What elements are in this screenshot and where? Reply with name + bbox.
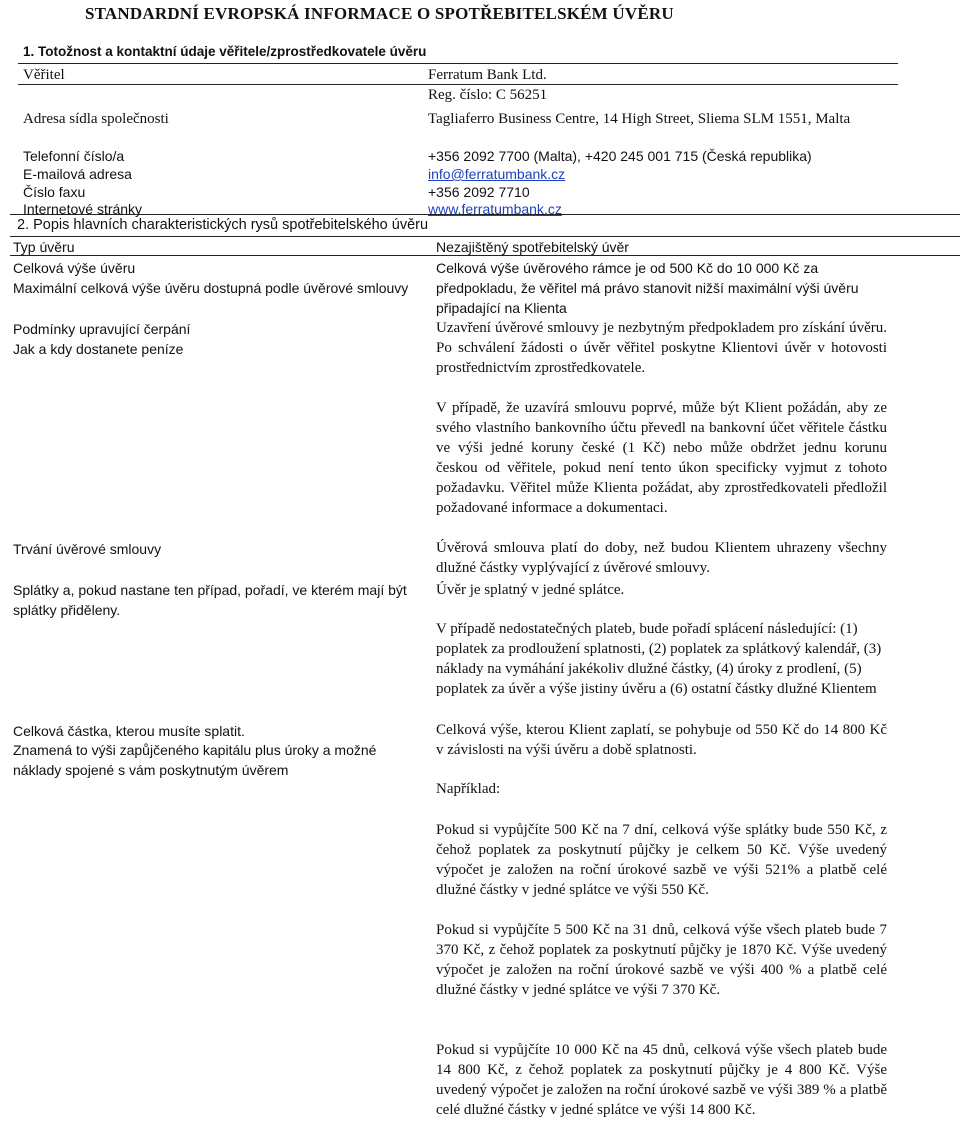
draw-value-1: Uzavření úvěrové smlouvy je nezbytným předpokladem pro získání úvěru. Po schválení žádosti o úvěr věřitel poskytne Klientovi úvěr v hotovosti prostřednictvím zprostředkovatele. — [436, 320, 887, 376]
email-link[interactable]: info@ferratumbank.cz — [428, 166, 566, 182]
amount-sub-label: Znamená to výši zapůjčeného kapitálu plus úroky a možné náklady spojené s vám poskytnutým úvěrem — [13, 742, 377, 778]
fax-label: Číslo faxu — [23, 184, 86, 200]
email-label: E-mailová adresa — [23, 166, 132, 182]
reg-number: Reg. číslo: C 56251 — [428, 87, 548, 103]
type-value: Nezajištěný spotřebitelský úvěr — [436, 239, 629, 255]
example-1: Pokud si vypůjčíte 500 Kč na 7 dní, celková výše splátky bude 550 Kč, z čehož poplatek za poskytnutí půjčky je celkem 50 Kč. Výše uvedený výpočet je založen na roční úrokové sazbě ve výši 521% a platbě celé dlužné částky v jedné splátce ve výši 550 Kč. — [436, 822, 887, 898]
divider — [18, 84, 898, 85]
section-1-heading: 1. Totožnost a kontaktní údaje věřitele/zprostředkovatele úvěru — [23, 44, 427, 59]
divider — [10, 255, 960, 256]
amount-value: Celková výše, kterou Klient zaplatí, se pohybuje od 550 Kč do 14 800 Kč v závislosti na výši úvěru a době splatnosti. — [436, 722, 887, 758]
web-label: Internetové stránky — [23, 201, 143, 217]
page-title: STANDARDNÍ EVROPSKÁ INFORMACE O SPOTŘEBITELSKÉM ÚVĚRU — [85, 4, 674, 23]
example-2: Pokud si vypůjčíte 5 500 Kč na 31 dnů, celková výše všech plateb bude 7 370 Kč, z čehož poplatek za poskytnutí půjčky je 1870 Kč. Výše uvedený výpočet je založen na roční úrokové sazbě ve výši 400 % a platbě celé dlužné částky v jedné splátce ve výši 7 370 Kč. — [436, 922, 887, 998]
amount-label: Celková částka, kterou musíte splatit. — [13, 723, 245, 739]
total-sub-label: Maximální celková výše úvěru dostupná podle úvěrové smlouvy — [13, 280, 409, 296]
section-2-heading: 2. Popis hlavních charakteristických rysů spotřebitelského úvěru — [17, 217, 429, 233]
phone-value: +356 2092 7700 (Malta), +420 245 001 715 (Česká republika) — [428, 148, 812, 164]
installments-value-1: Úvěr je splatný v jedné splátce. — [436, 582, 625, 598]
type-label: Typ úvěru — [13, 239, 75, 255]
duration-value: Úvěrová smlouva platí do doby, než budou Klientem uhrazeny všechny dlužné částky vyplývající z úvěrové smlouvy. — [436, 540, 887, 576]
fax-value: +356 2092 7710 — [428, 184, 530, 200]
address-value: Tagliaferro Business Centre, 14 High Street, Sliema SLM 1551, Malta — [428, 111, 851, 127]
divider — [10, 214, 960, 215]
creditor-label: Věřitel — [23, 67, 65, 83]
duration-label: Trvání úvěrové smlouvy — [13, 541, 162, 557]
divider — [10, 236, 960, 237]
creditor-value: Ferratum Bank Ltd. — [428, 67, 547, 83]
total-value: Celková výše úvěrového rámce je od 500 Kč do 10 000 Kč za předpokladu, že věřitel má právo stanovit nižší maximální výši úvěru připadající na Klienta — [436, 260, 859, 316]
installments-value-2: V případě nedostatečných plateb, bude pořadí splácení následující: (1) poplatek za prodloužení splatnosti, (2) poplatek za splátkový kalendář, (3) náklady na vymáhání jakékoliv dlužné částky, (4) úroky z prodlení, (5) poplatek za úvěr a výše jistiny úvěru a (6) ostatní částky dlužné Klientem — [436, 621, 882, 697]
installments-label: Splátky a, pokud nastane ten případ, pořadí, ve kterém mají být splátky přiděleny. — [13, 582, 407, 618]
address-label: Adresa sídla společnosti — [23, 111, 169, 127]
draw-label: Podmínky upravující čerpání — [13, 321, 191, 337]
draw-sub-label: Jak a kdy dostanete peníze — [13, 341, 184, 357]
example-3: Pokud si vypůjčíte 10 000 Kč na 45 dnů, celková výše všech plateb bude 14 800 Kč, z čehož poplatek za poskytnutí půjčky je 4 800 Kč. Výše uvedený výpočet je založen na roční úrokové sazbě ve výši 389 % a platbě celé dlužné částky v jedné splátce ve výši 14 800 Kč. — [436, 1042, 887, 1118]
phone-label: Telefonní číslo/a — [23, 148, 125, 164]
total-label: Celková výše úvěru — [13, 260, 136, 276]
draw-value-2: V případě, že uzavírá smlouvu poprvé, může být Klient požádán, aby ze svého vlastního bankovního účtu převedl na bankovní účet věřitele částku ve výši jedné koruny české (1 Kč) nebo může obdržet jednu korunu českou od věřitele, pokud není tento úkon specificky vyjmut z tohoto požadavku. Věřitel může Klienta požádat, aby zprostředkovateli předložil požadované informace a dokumentaci. — [436, 400, 887, 516]
divider — [18, 63, 898, 64]
example-heading: Například: — [436, 781, 501, 797]
website-link[interactable]: www.ferratumbank.cz — [428, 201, 562, 217]
